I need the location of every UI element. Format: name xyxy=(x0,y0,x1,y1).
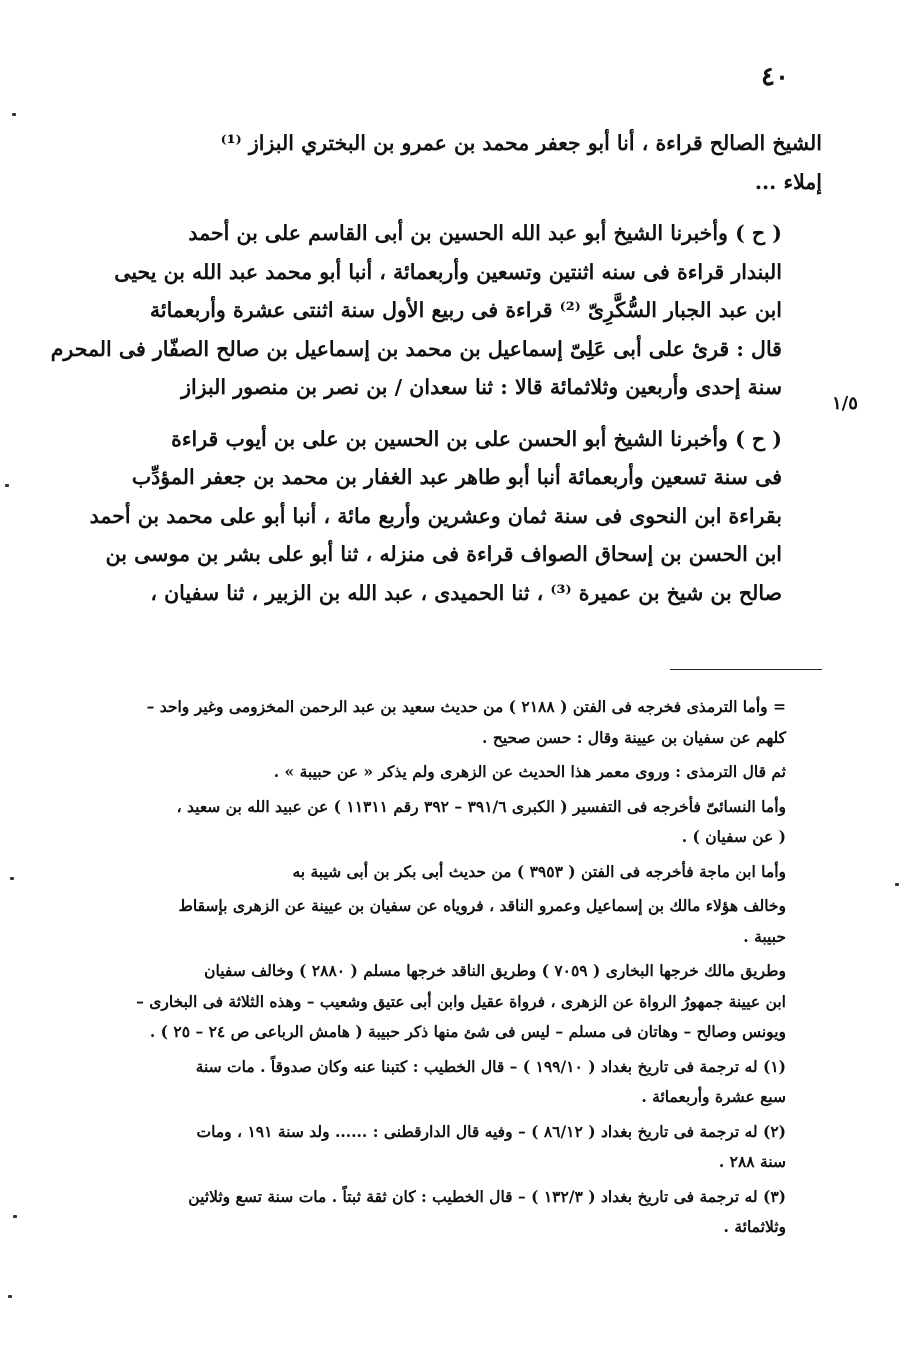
main-paragraph xyxy=(89,420,822,613)
text-line: فى سنة تسعين وأربعمائة أنبا أبو طاهر عبد الغفار بن محمد بن جعفر المؤدِّب xyxy=(131,465,782,489)
scan-speck xyxy=(5,484,9,487)
footnote-paragraph xyxy=(124,1182,822,1243)
footnote-paragraph xyxy=(124,1052,822,1113)
footnote-line: وخالف هؤلاء مالك بن إسماعيل وعمرو الناقد ، فروياه عن سفيان بن عيينة عن الزهرى بإسقاط xyxy=(178,896,786,915)
text-line: الشيخ الصالح قراءة ، أنا أبو جعفر محمد بن عمرو بن البختري البزاز ⁽¹⁾ xyxy=(220,131,822,155)
footnote-paragraph xyxy=(124,1117,822,1178)
text-line: ابن عبد الجبار السُّكَّرِىّ ⁽²⁾ قراءة فى ربيع الأول سنة اثنتى عشرة وأربعمائة xyxy=(149,298,782,322)
text-line: سنة إحدى وأربعين وثلاثمائة قالا : ثنا سعدان / بن نصر بن منصور البزاز xyxy=(181,375,782,399)
scan-speck xyxy=(895,883,899,886)
footnote-line: = وأما الترمذى فخرجه فى الفتن ( ٢١٨٨ ) من حديث سعيد بن عبد الرحمن المخزومى وغير واحد – xyxy=(146,697,786,716)
footnote-line: ابن عيينة جمهورُ الرواة عن الزهرى ، فرواة عقيل وابن أبى عتيق وشعيب – وهذه الثلاثة فى البخارى – xyxy=(136,991,786,1011)
text-line: البندار قراءة فى سنه اثنتين وتسعين وأربعمائة ، أنبا أبو محمد عبد الله بن يحيى xyxy=(114,259,782,284)
footnote-paragraph xyxy=(124,956,822,1048)
page-number: ٤٠ xyxy=(761,62,789,92)
main-text-body xyxy=(50,124,822,612)
footnote-line: (٣) له ترجمة فى تاريخ بغداد ( ١٣٢/٣ ) – قال الخطيب : كان ثقة ثبتاً . مات سنة تسع وثلاثين xyxy=(188,1186,786,1206)
footnote-line: وأما النسائىّ فأخرجه فى التفسير ( الكبرى ٣٩١/٦ – ٣٩٢ رقم ١١٣١١ ) عن عبيد الله بن سعيد ، xyxy=(176,796,786,816)
footnote-divider xyxy=(670,669,822,670)
main-paragraph xyxy=(50,214,822,407)
text-line: صالح بن شيخ بن عميرة ⁽³⁾ ، ثنا الحميدى ، عبد الله بن الزبير ، ثنا سفيان ، xyxy=(150,580,782,605)
text-line: ( ح ) وأخبرنا الشيخ أبو الحسن على بن الحسين بن على بن أيوب قراءة xyxy=(171,426,782,451)
footnote-paragraph xyxy=(124,857,822,888)
text-line: بقراءة ابن النحوى فى سنة ثمان وعشرين وأربع مائة ، أنبا أبو على محمد بن أحمد xyxy=(89,503,782,528)
text-line: ( ح ) وأخبرنا الشيخ أبو عبد الله الحسين بن أبى القاسم على بن أحمد xyxy=(188,221,782,245)
footnote-paragraph xyxy=(124,891,822,952)
footnote-line: كلهم عن سفيان بن عيينة وقال : حسن صحيح . xyxy=(482,727,786,747)
footnote-line: ثم قال الترمذى : وروى معمر هذا الحديث عن الزهرى ولم يذكر « عن حبيبة » . xyxy=(273,762,786,781)
footnote-paragraph xyxy=(124,692,822,753)
main-paragraph xyxy=(126,124,822,201)
footnote-paragraph xyxy=(124,792,822,853)
footnote-line: ( عن سفيان ) . xyxy=(681,827,786,846)
footnote-line: (١) له ترجمة فى تاريخ بغداد ( ١٩٩/١٠ ) – قال الخطيب : كتبنا عنه وكان صدوقاً . مات سنة xyxy=(195,1056,786,1076)
footnote-line: ويونس وصالح – وهاتان فى مسلم – ليس فى شئ منها ذكر حبيبة ( هامش الرباعى ص ٢٤ – ٢٥ ) . xyxy=(149,1022,786,1041)
scan-speck xyxy=(10,877,14,880)
text-line: ابن الحسن بن إسحاق الصواف قراءة فى منزله ، ثنا أبو على بشر بن موسى بن xyxy=(105,542,782,566)
footnote-line: وأما ابن ماجة فأخرجه فى الفتن ( ٣٩٥٣ ) من حديث أبى بكر بن أبى شيبة به xyxy=(292,861,786,881)
footnote-line: (٢) له ترجمة فى تاريخ بغداد ( ٨٦/١٢ ) – وفيه قال الدارقطنى : ...... ولد سنة ١٩١ ، ومات xyxy=(196,1121,786,1141)
footnote-line: وثلاثمائة . xyxy=(723,1217,786,1236)
footnote-line: حبيبة . xyxy=(743,926,786,946)
scan-speck xyxy=(8,1295,12,1298)
scan-speck xyxy=(13,1215,17,1218)
text-line: إملاء ... xyxy=(754,169,822,194)
text-line: قال : قرئ على أبى عَلِىّ إسماعيل بن محمد بن إسماعيل بن صالح الصفّار فى المحرم xyxy=(50,336,782,361)
margin-marker: ١/٥ xyxy=(832,393,858,414)
scan-speck xyxy=(12,113,16,116)
footnote-line: سبع عشرة وأربعمائة . xyxy=(641,1087,786,1106)
footnote-line: سنة ٢٨٨ . xyxy=(718,1152,786,1171)
footnote-paragraph xyxy=(124,757,822,788)
footnote-line: وطريق مالك خرجها البخارى ( ٧٠٥٩ ) وطريق الناقد خرجها مسلم ( ٢٨٨٠ ) وخالف سفيان xyxy=(204,961,786,980)
footnotes-section xyxy=(124,692,822,1243)
